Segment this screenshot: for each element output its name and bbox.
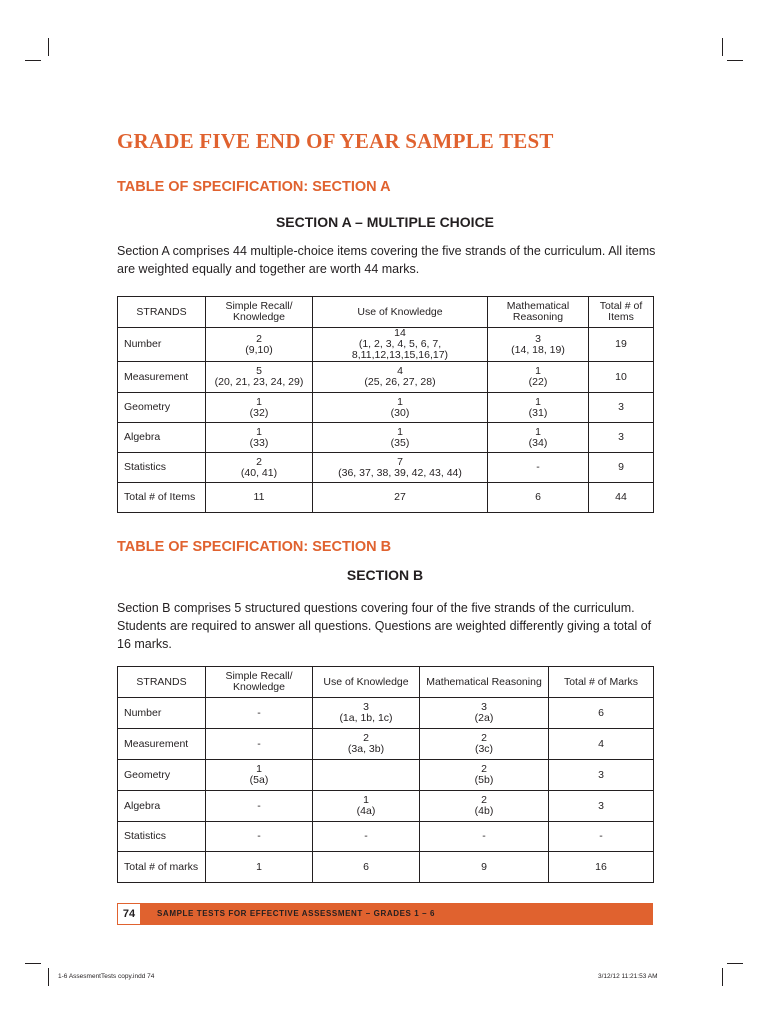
cell-line: 1 bbox=[256, 425, 262, 438]
cell-line: 6 bbox=[535, 491, 541, 503]
table-header-row bbox=[118, 667, 654, 698]
strand-cell: Geometry bbox=[118, 393, 206, 423]
table-row bbox=[118, 453, 654, 483]
strand-cell: Geometry bbox=[118, 760, 206, 791]
cell-line: 1 bbox=[535, 365, 541, 377]
cell-line: 2 bbox=[481, 732, 487, 744]
total-cell: 3 bbox=[589, 393, 654, 423]
cell-line: 1 bbox=[397, 425, 403, 438]
cell-line: 1 bbox=[256, 860, 262, 873]
cell-line: 2 bbox=[256, 332, 262, 345]
total-cell: 3 bbox=[549, 760, 654, 791]
use-cell bbox=[313, 760, 420, 791]
cell-line: (3a, 3b) bbox=[347, 743, 385, 755]
strand-cell: Total # of Items bbox=[118, 483, 206, 513]
cell-line: - bbox=[257, 737, 261, 750]
recall-cell bbox=[206, 393, 313, 423]
cell-line: (22) bbox=[528, 376, 548, 388]
section-b-spec-table bbox=[117, 666, 654, 883]
cell-line: 1 bbox=[535, 395, 541, 408]
column-header: Total # of Items bbox=[589, 297, 654, 328]
reasoning-cell bbox=[420, 729, 549, 760]
column-header: Use of Knowledge bbox=[313, 667, 420, 698]
table-row bbox=[118, 423, 654, 453]
cell-line: 1 bbox=[397, 395, 403, 408]
column-header: Mathematical Reasoning bbox=[420, 667, 549, 698]
section-a-spec-heading: TABLE OF SPECIFICATION: SECTION A bbox=[117, 179, 391, 195]
recall-cell bbox=[206, 453, 313, 483]
column-header: Total # of Marks bbox=[549, 667, 654, 698]
column-header: STRANDS bbox=[118, 297, 206, 328]
table-row bbox=[118, 822, 654, 852]
cell-line: 3 bbox=[481, 701, 487, 713]
cell-line: - bbox=[364, 830, 368, 842]
section-b-description: Section B comprises 5 structured questions covering four of the five strands of the curriculum. Students are required to answer all questions. Questions are weighted differently giving a total of 16 marks. bbox=[117, 601, 652, 651]
total-cell: - bbox=[549, 822, 654, 852]
recall-cell bbox=[206, 822, 313, 852]
reasoning-cell bbox=[420, 822, 549, 852]
crop-mark bbox=[25, 60, 41, 61]
table-row bbox=[118, 852, 654, 883]
reasoning-cell bbox=[488, 453, 589, 483]
cell-line: (31) bbox=[528, 406, 548, 419]
use-cell bbox=[313, 393, 488, 423]
section-a-title: SECTION A – MULTIPLE CHOICE bbox=[275, 214, 495, 230]
cell-line: (33) bbox=[249, 436, 269, 449]
crop-mark bbox=[48, 968, 49, 986]
cell-line: 1 bbox=[256, 395, 262, 408]
recall-cell bbox=[206, 852, 313, 883]
section-a-description: Section A comprises 44 multiple-choice items covering the five strands of the curriculum. All items are weighted equally and together are worth 44 marks. bbox=[117, 244, 656, 276]
cell-line: (32) bbox=[249, 406, 269, 419]
use-cell bbox=[313, 729, 420, 760]
cell-line: 7 bbox=[397, 455, 403, 468]
recall-cell bbox=[206, 483, 313, 513]
reasoning-cell bbox=[488, 362, 589, 393]
reasoning-cell bbox=[488, 423, 589, 453]
cell-line: (14, 18, 19) bbox=[511, 343, 565, 356]
crop-mark bbox=[722, 38, 723, 56]
cell-line: 6 bbox=[363, 860, 369, 873]
recall-cell bbox=[206, 729, 313, 760]
cell-line: - bbox=[257, 830, 261, 842]
cell-line: - bbox=[257, 706, 261, 719]
crop-mark bbox=[727, 963, 743, 964]
cell-line: (2a) bbox=[474, 712, 494, 724]
reasoning-cell bbox=[420, 852, 549, 883]
cell-line: 5 bbox=[256, 365, 262, 377]
cell-line: 2 bbox=[363, 732, 369, 744]
cell-line: - bbox=[482, 830, 486, 842]
cell-line: (40, 41) bbox=[240, 466, 278, 479]
column-header: Mathematical Reasoning bbox=[488, 297, 589, 328]
section-a-spec-table bbox=[117, 296, 654, 513]
crop-mark bbox=[48, 38, 49, 56]
cell-line: 1 bbox=[256, 763, 262, 775]
table-row bbox=[118, 760, 654, 791]
cell-line: 2 bbox=[481, 763, 487, 775]
cell-line: - bbox=[536, 461, 540, 473]
cell-line: (9,10) bbox=[245, 343, 273, 356]
recall-cell bbox=[206, 362, 313, 393]
strand-cell: Statistics bbox=[118, 822, 206, 852]
table-row bbox=[118, 393, 654, 423]
cell-line: 11 bbox=[253, 491, 265, 503]
total-cell: 3 bbox=[589, 423, 654, 453]
use-cell bbox=[313, 852, 420, 883]
cell-line: 14 bbox=[394, 327, 406, 339]
total-cell: 19 bbox=[589, 328, 654, 362]
column-header: Simple Recall/ Knowledge bbox=[206, 667, 313, 698]
table-row bbox=[118, 483, 654, 513]
cell-line: (36, 37, 38, 39, 42, 43, 44) bbox=[338, 466, 462, 479]
strand-cell: Measurement bbox=[118, 729, 206, 760]
cell-line: 2 bbox=[481, 794, 487, 806]
cell-line: (30) bbox=[390, 406, 410, 419]
use-cell bbox=[313, 791, 420, 822]
cell-line: 27 bbox=[394, 491, 406, 503]
reasoning-cell bbox=[420, 698, 549, 729]
use-cell bbox=[313, 362, 488, 393]
crop-mark bbox=[727, 60, 743, 61]
total-cell: 9 bbox=[589, 453, 654, 483]
recall-cell bbox=[206, 791, 313, 822]
use-cell bbox=[313, 483, 488, 513]
running-title: SAMPLE TESTS FOR EFFECTIVE ASSESSMENT – GRADES 1 – 6 bbox=[157, 909, 436, 918]
cell-line: 8,11,12,13,15,16,17) bbox=[351, 349, 449, 361]
cell-line: 1 bbox=[363, 794, 369, 806]
strand-cell: Statistics bbox=[118, 453, 206, 483]
total-cell: 3 bbox=[549, 791, 654, 822]
crop-mark bbox=[25, 963, 41, 964]
cell-line: 3 bbox=[535, 332, 541, 345]
cell-line: (4b) bbox=[474, 805, 494, 817]
cell-line: 3 bbox=[363, 701, 369, 713]
table-row bbox=[118, 729, 654, 760]
page-title: GRADE FIVE END OF YEAR SAMPLE TEST bbox=[117, 129, 554, 153]
cell-line: 1 bbox=[535, 425, 541, 438]
cell-line: 4 bbox=[397, 365, 403, 377]
table-row bbox=[118, 791, 654, 822]
strand-cell: Algebra bbox=[118, 791, 206, 822]
strand-cell: Measurement bbox=[118, 362, 206, 393]
cell-line: (1a, 1b, 1c) bbox=[339, 712, 393, 724]
footer-bar bbox=[117, 903, 653, 925]
reasoning-cell bbox=[420, 760, 549, 791]
cell-line: (35) bbox=[390, 436, 410, 449]
slug-file-name: 1-6 AssesmentTests copy.indd 74 bbox=[58, 973, 155, 980]
cell-line: 9 bbox=[481, 860, 487, 873]
strand-cell: Total # of marks bbox=[118, 852, 206, 883]
total-cell: 44 bbox=[589, 483, 654, 513]
column-header: Use of Knowledge bbox=[313, 297, 488, 328]
table-row bbox=[118, 698, 654, 729]
strand-cell: Algebra bbox=[118, 423, 206, 453]
slug-timestamp: 3/12/12 11:21:53 AM bbox=[598, 973, 658, 980]
table-header-row bbox=[118, 297, 654, 328]
total-cell: 10 bbox=[589, 362, 654, 393]
section-b-spec-heading: TABLE OF SPECIFICATION: SECTION B bbox=[117, 539, 392, 555]
table-row bbox=[118, 362, 654, 393]
recall-cell bbox=[206, 698, 313, 729]
column-header: STRANDS bbox=[118, 667, 206, 698]
total-cell: 6 bbox=[549, 698, 654, 729]
cell-line: (5b) bbox=[474, 774, 494, 786]
recall-cell bbox=[206, 760, 313, 791]
cell-line: (25, 26, 27, 28) bbox=[364, 376, 436, 388]
column-header: Simple Recall/ Knowledge bbox=[206, 297, 313, 328]
section-b-title: SECTION B bbox=[346, 567, 424, 583]
reasoning-cell bbox=[488, 393, 589, 423]
cell-line: (5a) bbox=[249, 774, 269, 786]
cell-line: (3c) bbox=[474, 743, 494, 755]
cell-line: (20, 21, 23, 24, 29) bbox=[214, 376, 304, 388]
strand-cell: Number bbox=[118, 698, 206, 729]
page-number: 74 bbox=[117, 903, 141, 925]
total-cell: 4 bbox=[549, 729, 654, 760]
reasoning-cell bbox=[488, 328, 589, 362]
total-cell: 16 bbox=[549, 852, 654, 883]
use-cell bbox=[313, 822, 420, 852]
reasoning-cell bbox=[420, 791, 549, 822]
strand-cell: Number bbox=[118, 328, 206, 362]
cell-line: (34) bbox=[528, 436, 548, 449]
use-cell bbox=[313, 698, 420, 729]
use-cell bbox=[313, 328, 488, 362]
table-row bbox=[118, 328, 654, 362]
cell-line: - bbox=[257, 799, 261, 812]
use-cell bbox=[313, 453, 488, 483]
recall-cell bbox=[206, 423, 313, 453]
cell-line: (4a) bbox=[356, 805, 376, 817]
cell-line: 2 bbox=[256, 455, 262, 468]
crop-mark bbox=[722, 968, 723, 986]
reasoning-cell bbox=[488, 483, 589, 513]
recall-cell bbox=[206, 328, 313, 362]
cell-line: (1, 2, 3, 4, 5, 6, 7, bbox=[358, 338, 442, 350]
use-cell bbox=[313, 423, 488, 453]
